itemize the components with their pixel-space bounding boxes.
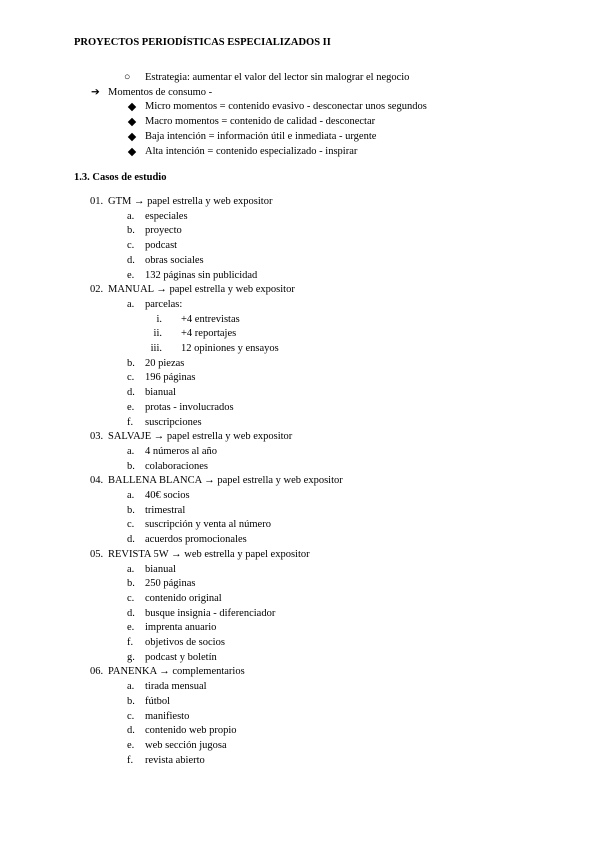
list-marker: c. [127,519,135,531]
list-marker: d. [127,387,135,399]
list-marker: g. [127,651,135,663]
list-marker: a. [127,490,135,501]
list-item: trimestral [145,504,186,516]
circle-bullet-icon: ○ [124,72,131,83]
list-item: 196 páginas [145,372,196,384]
list-marker: d. [127,534,135,546]
list-marker: e. [127,401,135,413]
moment-item: Macro momentos = contenido de calidad - desconectar [145,116,376,127]
list-marker: e. [127,739,135,751]
page-title: PROYECTOS PERIODÍSTICAS ESPECIALIZADOS II [74,37,331,48]
list-marker: d. [127,254,135,266]
list-item: especiales [145,210,188,222]
case-number: 02. [90,284,104,296]
case-number: 04. [90,475,104,487]
case-number: 05. [90,548,104,560]
list-marker: b. [127,225,135,237]
case-title: SALVAJE → papel estrella y web expositor [108,431,293,443]
list-marker: f. [127,637,134,648]
section-heading: 1.3. Casos de estudio [74,172,167,183]
sub-list-marker: iii. [150,343,162,354]
case-number: 06. [90,666,104,678]
sub-list-item: +4 reportajes [181,328,237,340]
list-item: bianual [145,387,176,399]
list-item: revista abierto [145,754,205,766]
diamond-bullet-icon [128,148,136,156]
list-item: suscripciones [145,416,202,428]
list-item: tirada mensual [145,681,207,693]
sub-list-item: 12 opiniones y ensayos [181,343,279,354]
list-item: manifiesto [145,710,190,722]
list-item: objetivos de socios [145,637,225,648]
list-item: colaboraciones [145,460,208,472]
list-item: web sección jugosa [145,739,227,751]
list-marker: e. [127,622,135,634]
moment-item: Micro momentos = contenido evasivo - desconectar unos segundos [145,101,427,112]
list-item: imprenta anuario [145,622,217,634]
list-item: suscripción y venta al número [145,519,271,531]
arrow-bullet-icon: ➔ [91,87,100,98]
strategy-text: Estrategia: aumentar el valor del lector sin malograr el negocio [145,72,410,83]
list-item: 4 números al año [145,445,218,457]
list-item: 40€ socios [145,490,190,501]
diamond-bullet-icon [128,133,136,141]
list-item: contenido original [145,592,222,604]
case-title: REVISTA 5W → web estrella y papel expositor [108,548,310,560]
case-title: MANUAL → papel estrella y web expositor [108,284,295,296]
list-item: 132 páginas sin publicidad [145,269,258,281]
list-item: contenido web propio [145,725,237,737]
list-item: podcast y boletín [145,651,217,663]
case-title: GTM → papel estrella y web expositor [108,196,273,207]
list-item: podcast [145,240,178,252]
list-item: fútbol [145,695,171,707]
list-marker: e. [127,269,135,281]
list-marker: b. [127,578,135,590]
list-item: busque insignia - diferenciador [145,607,276,619]
list-item: acuerdos promocionales [145,534,247,546]
list-item: obras sociales [145,254,204,266]
list-marker: a. [127,563,135,575]
list-item: bianual [145,563,176,575]
list-marker: c. [127,710,135,722]
list-marker: a. [127,210,135,222]
list-marker: f. [127,416,134,428]
list-item: proyecto [145,225,182,237]
list-marker: c. [127,592,135,604]
moments-heading: Momentos de consumo - [108,87,213,98]
list-marker: f. [127,754,134,766]
case-title: PANENKA → complementarios [108,666,245,678]
diamond-bullet-icon [128,103,136,111]
case-title: BALLENA BLANCA → papel estrella y web expositor [108,475,343,487]
list-marker: b. [127,695,135,707]
moment-item: Alta intención = contenido especializado - inspirar [145,146,358,157]
list-marker: b. [127,460,135,472]
list-marker: a. [127,681,135,693]
list-marker: d. [127,607,135,619]
list-item: parcelas: [145,298,183,310]
list-marker: c. [127,240,135,252]
sub-list-marker: i. [156,313,162,325]
case-number: 01. [90,196,104,207]
case-number: 03. [90,431,104,443]
list-marker: a. [127,298,135,310]
sub-list-item: +4 entrevistas [181,313,240,325]
list-marker: b. [127,357,135,369]
list-item: protas - involucrados [145,401,234,413]
list-item: 250 páginas [145,578,196,590]
list-marker: c. [127,372,135,384]
list-marker: b. [127,504,135,516]
list-item: 20 piezas [145,357,185,369]
list-marker: a. [127,445,135,457]
sub-list-marker: ii. [153,328,162,340]
list-marker: d. [127,725,135,737]
moment-item: Baja intención = información útil e inmediata - urgente [145,131,377,142]
diamond-bullet-icon [128,118,136,126]
